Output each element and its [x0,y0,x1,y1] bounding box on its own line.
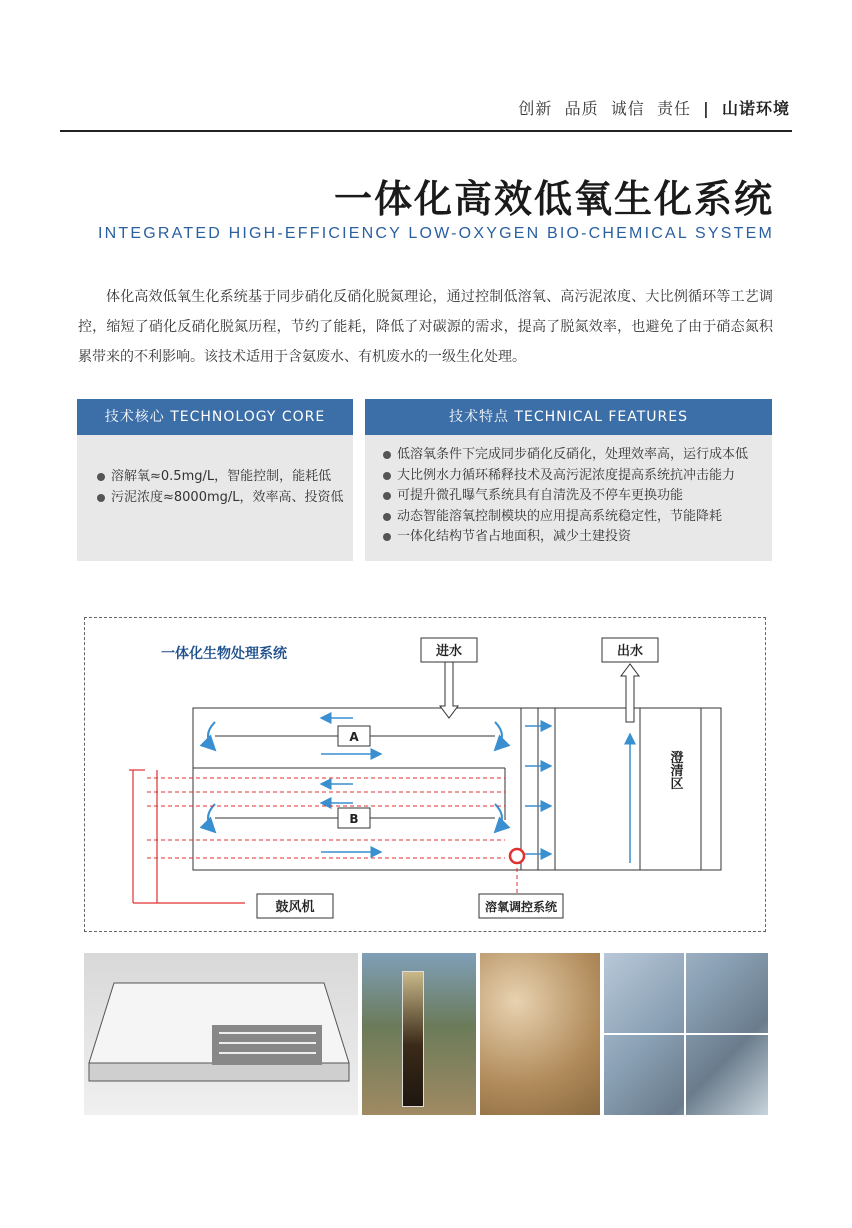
feature-item: 大比例水力循环稀释技术及高污泥浓度提高系统抗冲击能力 [381,466,772,487]
technical-features-list [381,445,772,548]
zone-a-label: A [349,730,359,744]
circulation-arrow [495,804,502,832]
intro-paragraph: 体化高效低氧生化系统基于同步硝化反硝化脱氮理论，通过控制低溶氧、高污泥浓度、大比例循环等工艺调控，缩短了硝化反硝化脱氮历程，节约了能耗，降低了对碳源的需求，提高了脱氮效率，也避免了由于硝态氮积累带来的不利影响。该技术适用于含氨废水、有机废水的一级生化处理。 [78,289,773,365]
core-item: 溶解氧≈0.5mg/L，智能控制，能耗低 [95,467,353,488]
equipment-render-icon [84,953,358,1115]
feature-item: 低溶氧条件下完成同步硝化反硝化，处理效率高，运行成本低 [381,445,772,466]
plant-site-photos [604,953,768,1115]
system-label: 一体化生物处理系统 [161,646,287,662]
tank-outline [193,708,721,870]
slogan-quality: 品质 [564,99,599,118]
process-diagram [84,617,766,932]
technical-features-panel [365,399,772,561]
clarifier-label: 澄清区 [667,750,683,790]
technology-core-heading: 技术核心 TECHNOLOGY CORE [77,399,353,435]
technology-core-panel [77,399,353,561]
page-title: 一体化高效低氧生化系统 [333,177,774,221]
technology-core-list [95,467,353,508]
technical-features-body [365,435,772,561]
slogan-innovation: 创新 [518,99,553,118]
blower-label: 鼓风机 [275,900,315,915]
air-manifold [129,770,245,903]
sludge-cylinder-photo [362,953,476,1115]
do-control-label: 溶氧调控系统 [484,900,558,914]
aeration-surface-photo [480,953,600,1115]
outlet-arrow [621,664,639,722]
equipment-render-photo [84,953,358,1115]
inlet-label: 进水 [435,644,463,659]
slogan-responsibility: 责任 [656,99,691,118]
inlet-arrow [440,662,458,718]
page-subtitle: INTEGRATED HIGH-EFFICIENCY LOW-OXYGEN BIO-CHEMICAL SYSTEM [98,225,774,242]
technical-features-heading: 技术特点 TECHNICAL FEATURES [365,399,772,435]
header-separator: | [703,99,710,118]
circulation-arrow [208,804,215,832]
outlet-label: 出水 [616,644,644,659]
do-sensor-icon [510,849,524,863]
circulation-arrow [208,722,215,750]
zone-b-label: B [349,812,359,826]
technology-core-body [77,435,353,561]
feature-item: 可提升微孔曝气系统具有自清洗及不停车更换功能 [381,486,772,507]
slogan-integrity: 诚信 [610,99,645,118]
feature-item: 一体化结构节省占地面积，减少土建投资 [381,527,772,548]
photo-divider [604,1033,768,1035]
brand-name: 山诺环境 [721,99,790,118]
feature-item: 动态智能溶氧控制模块的应用提高系统稳定性，节能降耗 [381,507,772,528]
header-divider [60,130,792,132]
core-item: 污泥浓度≈8000mg/L，效率高、投资低 [95,488,353,509]
process-diagram-svg [85,618,767,933]
header-slogan [518,96,790,119]
cylinder-icon [402,971,424,1107]
circulation-arrow [495,722,502,750]
